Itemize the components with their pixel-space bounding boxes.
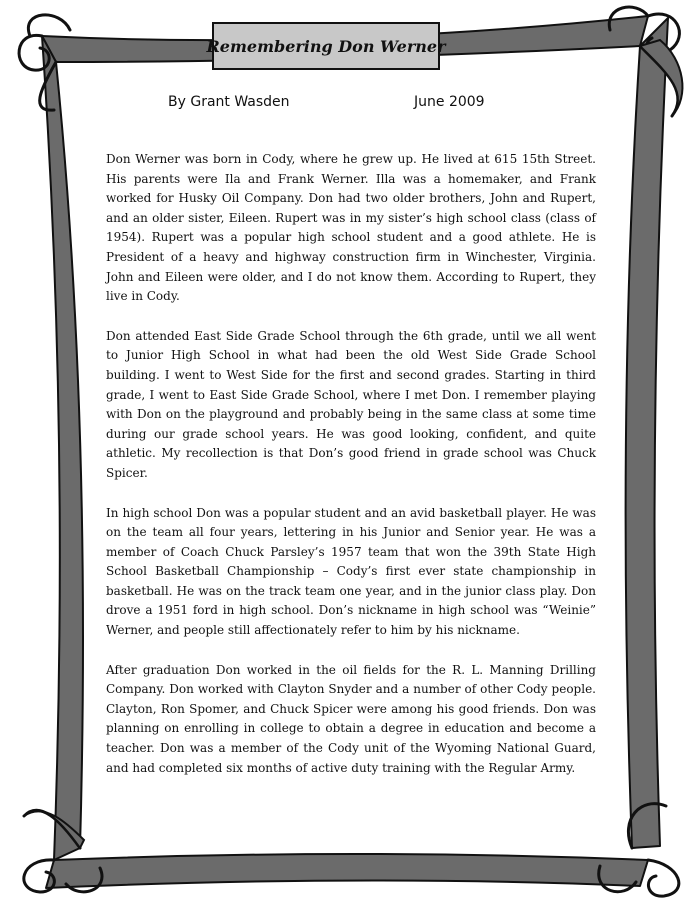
article-body xyxy=(106,150,596,798)
title-banner xyxy=(206,22,446,70)
publication-date: June 2009 xyxy=(414,94,485,110)
paragraph-3: In high school Don was a popular student and an avid basketball player. He was on the team all four years, lettering in his Junior and Senior year. He was a member of Coach Chuck Parsley’s 1957 team that won the 39th State High School Basketball Championship – Cody’s first ever state championship in basketball. He was on the track team one year, and in the junior class play. Don drove a 1951 ford in high school. Don’s nickname in high school was “Weinie” Werner, and people still affectionately refer to him by his nickname. xyxy=(106,505,596,638)
frame-right-ribbon xyxy=(626,18,668,848)
paragraph-1: Don Werner was born in Cody, where he grew up. He lived at 615 15th Street. His parents were Ila and Frank Werner. Illa was a homemaker, and Frank worked for Husky Oil Company. Don had two older brothers, John and Rupert, and an older sister, Eileen. Rupert was in my sister’s high school class (class of 1954). Rupert was a popular high school student and a good athlete. He is President of a heavy and highway construction firm in Winchester, Virginia. John and Eileen were older, and I do not know them. According to Rupert, they live in Cody. xyxy=(106,152,596,304)
paragraph-2: Don attended East Side Grade School through the 6th grade, until we all went to Junior High School in what had been the old West Side Grade School building. I went to West Side for the first and second grades. Starting in third grade, I went to East Side Grade School, where I met Don. I remember playing with Don on the playground and probably being in the same class at some time during our grade school years. He was good looking, confident, and quite athletic. My recollection is that Don’s good friend in grade school was Chuck Spicer. xyxy=(106,328,596,480)
curl-top-left-2 xyxy=(28,15,70,36)
frame-bottom-ribbon xyxy=(46,854,648,888)
paragraph-4: After graduation Don worked in the oil fields for the R. L. Manning Drilling Company. Don worked with Clayton Snyder and a number of other Cody people. Clayton, Ron Spomer, and Chuck Spicer were among his good friends. Don was planning on enrolling in college to obtain a degree in education and become a teacher. Don was a member of the Cody unit of the Wyoming National Guard, and had completed six months of active duty training with the Regular Army. xyxy=(106,662,596,775)
page-title: Remembering Don Werner xyxy=(206,36,446,56)
author-byline: By Grant Wasden xyxy=(168,94,290,110)
frame-left-ribbon xyxy=(42,36,83,860)
